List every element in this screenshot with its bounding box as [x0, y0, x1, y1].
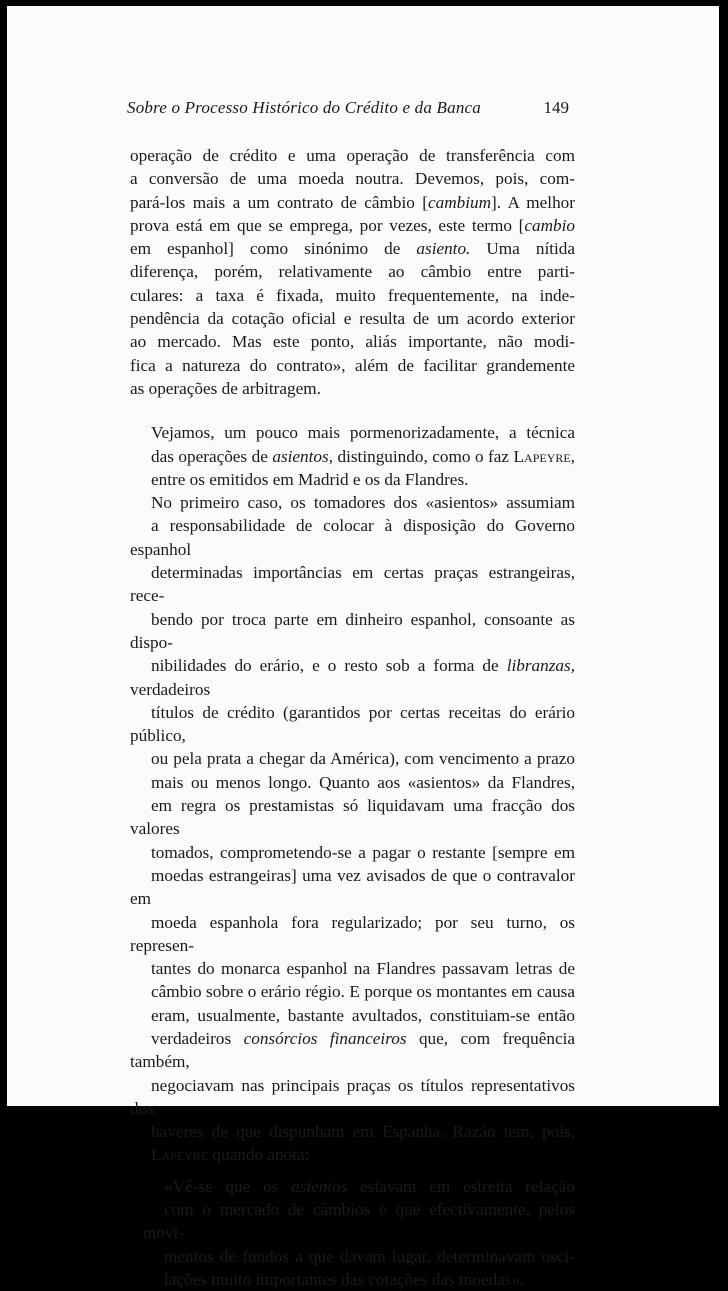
text-line: [130, 491, 575, 514]
text-line: [130, 1074, 575, 1121]
page-number: 149: [543, 98, 569, 117]
text-line: [130, 1004, 575, 1027]
text-line: [143, 1198, 575, 1245]
text-line: [130, 421, 575, 444]
text-run: determinadas importâncias em certas praças estrangeiras, rece-: [130, 563, 575, 606]
text-line: [130, 841, 575, 864]
text-run: diferença, porém, relativamente ao câmbio entre parti-: [130, 262, 575, 282]
text-line: [130, 771, 575, 794]
text-line: [130, 191, 575, 214]
text-line: [130, 911, 575, 958]
paragraph: [130, 421, 575, 491]
text-run: culares: a taxa é fixada, muito frequentemente, na inde-: [130, 285, 575, 305]
text-line: [130, 654, 575, 701]
page-header: [121, 96, 581, 124]
author-name: Lapeyre: [513, 446, 571, 466]
text-line: [130, 330, 575, 353]
text-run: câmbio sobre o erário régio. E porque os montantes em causa: [151, 982, 575, 1002]
text-run: as operações de arbitragem.: [130, 378, 321, 398]
block-quote: [143, 1175, 575, 1291]
paragraph: [130, 144, 575, 400]
italic-term: consórcios financeiros: [243, 1028, 407, 1048]
text-run: moedas estrangeiras] uma vez avisados de que o contravalor em: [130, 865, 575, 909]
text-run: entre os emitidos em Madrid e os da Flandres.: [151, 469, 469, 489]
italic-term: cambium: [427, 192, 491, 212]
running-title: Sobre o Processo Histórico do Crédito e da Banca: [127, 98, 481, 117]
text-run: eram, usualmente, bastante avultados, constituiam-se então: [151, 1005, 575, 1025]
text-line: [130, 514, 575, 561]
body-text: [130, 144, 575, 1291]
italic-term: cambio: [524, 215, 575, 235]
text-line: [130, 1027, 575, 1074]
text-run: verdadeiros: [130, 679, 211, 699]
text-run: lações muito importantes das cotações das moedas».: [164, 1269, 525, 1289]
text-run: Vejamos, um pouco mais pormenorizadamente, a técnica: [151, 423, 575, 443]
book-page: [7, 6, 719, 1289]
author-name: Lapeyre: [151, 1145, 209, 1165]
text-run: ao mercado. Mas este ponto, aliás importante, não modi-: [130, 332, 575, 352]
paragraph: [130, 491, 575, 1167]
text-run: nibilidades do erário, e o resto sob a forma de: [151, 656, 507, 676]
italic-term: asientos,: [272, 446, 333, 466]
text-line: [130, 794, 575, 841]
text-run: quando anota:: [208, 1145, 310, 1165]
text-run: Uma nítida: [470, 239, 575, 259]
text-line: [130, 608, 575, 655]
text-run: prova está em que se emprega, por vezes, este termo [: [130, 215, 525, 235]
text-run: ou pela prata a chegar da América), com vencimento a prazo: [151, 749, 575, 769]
text-run: estavam em estreita relação: [347, 1176, 575, 1196]
text-line: [130, 377, 575, 400]
text-run: em regra os prestamistas só liquidavam uma fracção dos valores: [130, 796, 575, 839]
text-line: [130, 284, 575, 307]
text-line: [130, 747, 575, 770]
text-run: haveres de que dispunham em Espanha. Razão tem, pois,: [151, 1122, 575, 1142]
text-run: distinguindo, como o faz: [333, 446, 514, 466]
text-line: [130, 307, 575, 330]
text-line: [130, 1143, 575, 1166]
text-run: que, com frequência também,: [130, 1028, 575, 1072]
text-run: negociavam nas principais praças os títulos representativos dos: [130, 1075, 575, 1118]
text-line: [143, 1245, 575, 1268]
text-line: [143, 1175, 575, 1198]
italic-term: asiento.: [416, 239, 471, 259]
italic-term: libranzas,: [506, 656, 575, 676]
text-run: ,: [570, 446, 575, 466]
text-run: tomados, comprometendo-se a pagar o restante [sempre em: [151, 842, 575, 862]
text-line: [130, 468, 575, 491]
text-run: das operações de: [151, 446, 273, 466]
text-line: [143, 1268, 575, 1291]
text-line: [130, 701, 575, 748]
text-run: ]. A melhor: [491, 192, 575, 212]
text-line: [130, 144, 575, 167]
text-run: a conversão de uma moeda noutra. Devemos, pois, com-: [130, 169, 575, 189]
text-line: [130, 260, 575, 283]
text-run: com o mercado de câmbios e que efectivamente, pelos movi-: [143, 1200, 575, 1243]
text-line: [130, 561, 575, 608]
text-run: mentos de fundos a que davam lugar, determinavam osci-: [164, 1246, 575, 1266]
text-run: a responsabilidade de colocar à disposição do Governo espanhol: [130, 516, 575, 559]
text-run: pará-los mais a um contrato de câmbio [: [130, 192, 428, 212]
text-run: bendo por troca parte em dinheiro espanhol, consoante as dispo-: [130, 609, 575, 652]
text-run: moeda espanhola fora regularizado; por seu turno, os represen-: [130, 912, 575, 955]
text-run: tantes do monarca espanhol na Flandres passavam letras de: [151, 959, 575, 979]
text-line: [130, 957, 575, 980]
text-run: mais ou menos longo. Quanto aos «asientos» da Flandres,: [151, 772, 575, 792]
text-line: [130, 237, 575, 260]
italic-term: asientos: [291, 1176, 348, 1196]
text-line: [130, 1120, 575, 1143]
text-run: títulos de crédito (garantidos por certas receitas do erário público,: [130, 702, 575, 746]
text-run: fica a natureza do contrato», além de facilitar grandemente: [130, 355, 575, 375]
text-line: [130, 864, 575, 911]
text-run: verdadeiros: [151, 1028, 244, 1048]
text-line: [130, 354, 575, 377]
text-run: No primeiro caso, os tomadores dos «asientos» assumiam: [151, 493, 575, 513]
text-run: em espanhol] como sinónimo de: [130, 239, 417, 259]
text-run: pendência da cotação oficial e resulta de um acordo exterior: [130, 309, 575, 329]
text-line: [130, 167, 575, 190]
text-line: [130, 980, 575, 1003]
text-run: operação de crédito e uma operação de transferência com: [130, 146, 575, 165]
text-line: [130, 445, 575, 468]
text-line: [130, 214, 575, 237]
text-run: «Vê-se que os: [164, 1176, 292, 1196]
